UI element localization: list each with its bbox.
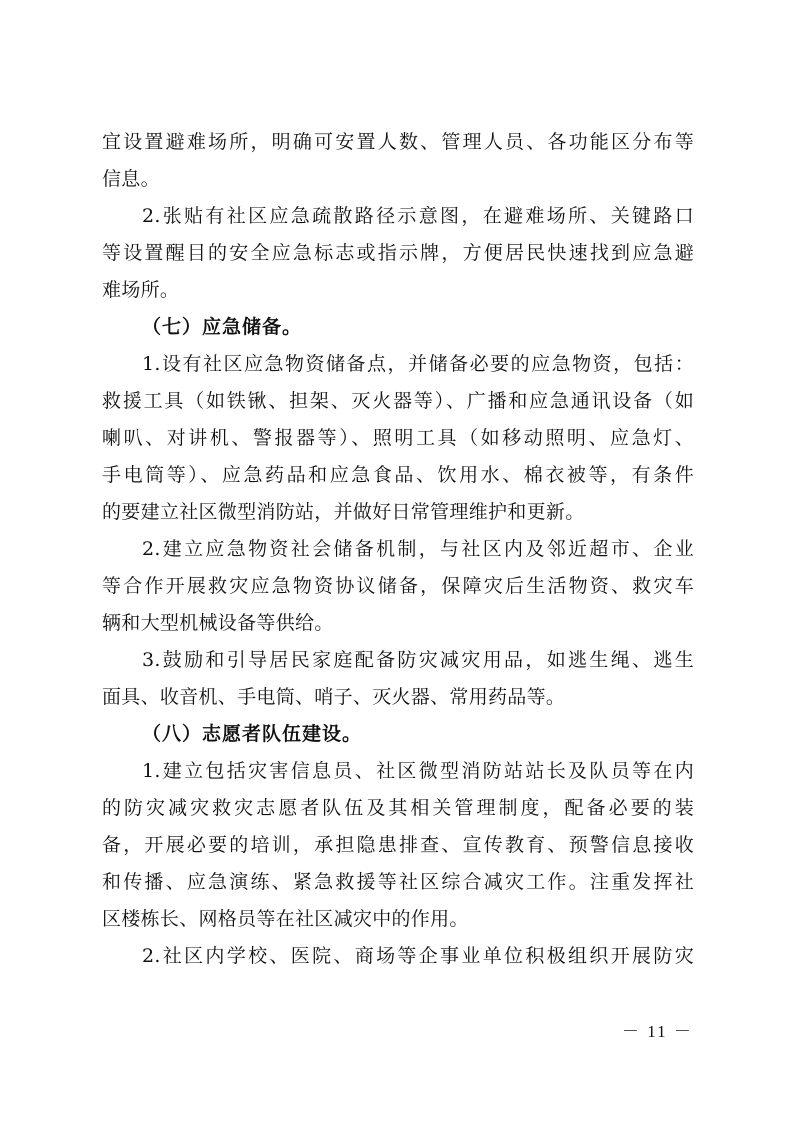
paragraph-start-line: 2.社区内学校、医院、商场等企事业单位积极组织开展防灾 xyxy=(142,945,694,967)
text-line: 辆和大型机械设备等供给。 xyxy=(102,612,334,634)
text-line: 区楼栋长、网格员等在社区减灾中的作用。 xyxy=(102,908,469,930)
paragraph-start-line: 2.张贴有社区应急疏散路径示意图，在避难场所、关键路口 xyxy=(142,205,694,227)
text-line: 的防灾减灾救灾志愿者队伍及其相关管理制度，配备必要的装 xyxy=(102,797,694,819)
section-heading-emergency-reserve: （七）应急储备。 xyxy=(142,316,303,338)
text-line: 备，开展必要的培训，承担隐患排查、宣传教育、预警信息接收 xyxy=(102,834,694,856)
paragraph-start-line: 2.建立应急物资社会储备机制，与社区内及邻近超市、企业 xyxy=(142,538,694,560)
text-line: 救援工具（如铁锹、担架、灭火器等）、广播和应急通讯设备（如 xyxy=(102,390,694,412)
section-heading-volunteer-team: （八）志愿者队伍建设。 xyxy=(142,723,363,745)
page-number: － 11 － xyxy=(622,1022,693,1041)
text-line: 喇叭、对讲机、警报器等）、照明工具（如移动照明、应急灯、 xyxy=(102,427,694,449)
text-line: 面具、收音机、手电筒、哨子、灭火器、常用药品等。 xyxy=(102,686,566,708)
paragraph-start-line: 1.建立包括灾害信息员、社区微型消防站站长及队员等在内 xyxy=(142,760,694,782)
text-line: 宜设置避难场所，明确可安置人数、管理人员、各功能区分布等 xyxy=(102,131,694,153)
document-body xyxy=(102,124,694,975)
paragraph-start-line: 3.鼓励和引导居民家庭配备防灾减灾用品，如逃生绳、逃生 xyxy=(142,649,694,671)
text-line: 信息。 xyxy=(102,168,160,190)
paragraph-start-line: 1.设有社区应急物资储备点，并储备必要的应急物资，包括： xyxy=(142,353,694,375)
text-line: 难场所。 xyxy=(102,279,180,301)
text-line: 等设置醒目的安全应急标志或指示牌，方便居民快速找到应急避 xyxy=(102,242,694,264)
text-line: 等合作开展救灾应急物资协议储备，保障灾后生活物资、救灾车 xyxy=(102,575,694,597)
text-line: 和传播、应急演练、紧急救援等社区综合减灾工作。注重发挥社 xyxy=(102,871,694,893)
text-line: 手电筒等）、应急药品和应急食品、饮用水、棉衣被等，有条件 xyxy=(102,464,694,486)
text-line: 的要建立社区微型消防站，并做好日常管理维护和更新。 xyxy=(102,501,585,523)
